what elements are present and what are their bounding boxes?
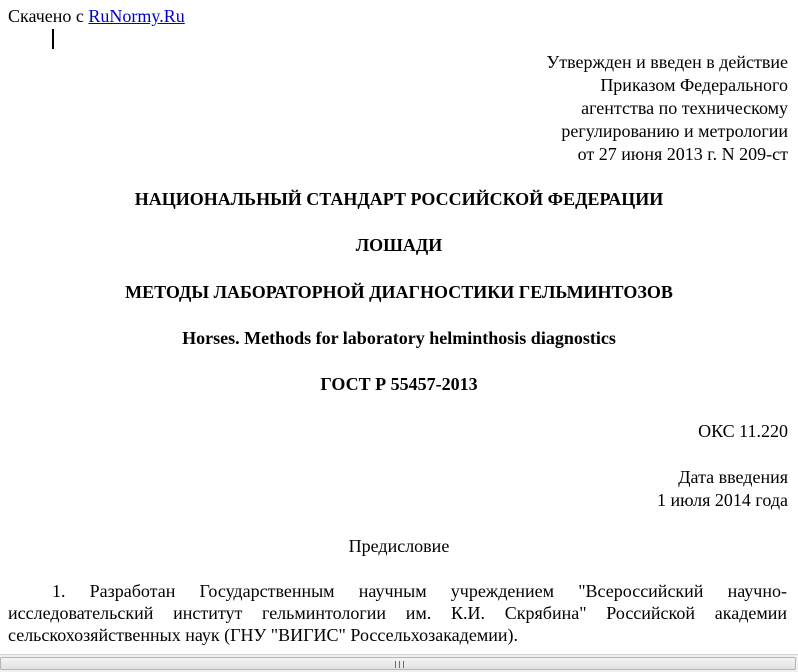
approval-line: Приказом Федерального bbox=[600, 75, 788, 95]
national-standard-heading: НАЦИОНАЛЬНЫЙ СТАНДАРТ РОССИЙСКОЙ ФЕДЕРАЦИИ bbox=[134, 189, 664, 209]
intro-date-label: Дата введения bbox=[678, 467, 788, 487]
approval-line: Утвержден и введен в действие bbox=[546, 52, 788, 72]
english-title: Horses. Methods for laboratory helminthosis diagnostics bbox=[182, 328, 616, 348]
download-prefix: Скачено с bbox=[8, 6, 89, 26]
preface-paragraph-1: 1. Разработан Государственным научным учреждением "Всероссийский научно-исследовательский институт гельминтологии им. К.И. Скрябина" Российской академии сельскохозяйственных наук (ГНУ "ВИГИС" Россельхозакадемии). bbox=[8, 581, 787, 645]
methods-heading: МЕТОДЫ ЛАБОРАТОРНОЙ ДИАГНОСТИКИ ГЕЛЬМИНТОЗОВ bbox=[125, 282, 673, 302]
text-cursor bbox=[52, 29, 54, 49]
subject-heading: ЛОШАДИ bbox=[355, 235, 443, 255]
approval-line: агентства по техническому bbox=[581, 98, 788, 118]
horizontal-scrollbar[interactable] bbox=[0, 654, 798, 672]
approval-line: регулированию и метрологии bbox=[561, 121, 788, 141]
intro-date-value: 1 июля 2014 года bbox=[657, 490, 788, 510]
approval-line: от 27 июня 2013 г. N 209-ст bbox=[577, 144, 788, 164]
download-source-line bbox=[8, 5, 185, 27]
scrollbar-thumb[interactable] bbox=[0, 657, 796, 670]
runormy-link[interactable]: RuNormy.Ru bbox=[88, 6, 185, 26]
grip-lines-icon bbox=[395, 661, 404, 668]
preface-heading: Предисловие bbox=[348, 536, 450, 556]
approval-block bbox=[546, 51, 788, 166]
gost-number: ГОСТ Р 55457-2013 bbox=[320, 374, 478, 394]
oks-code: ОКС 11.220 bbox=[698, 421, 788, 441]
